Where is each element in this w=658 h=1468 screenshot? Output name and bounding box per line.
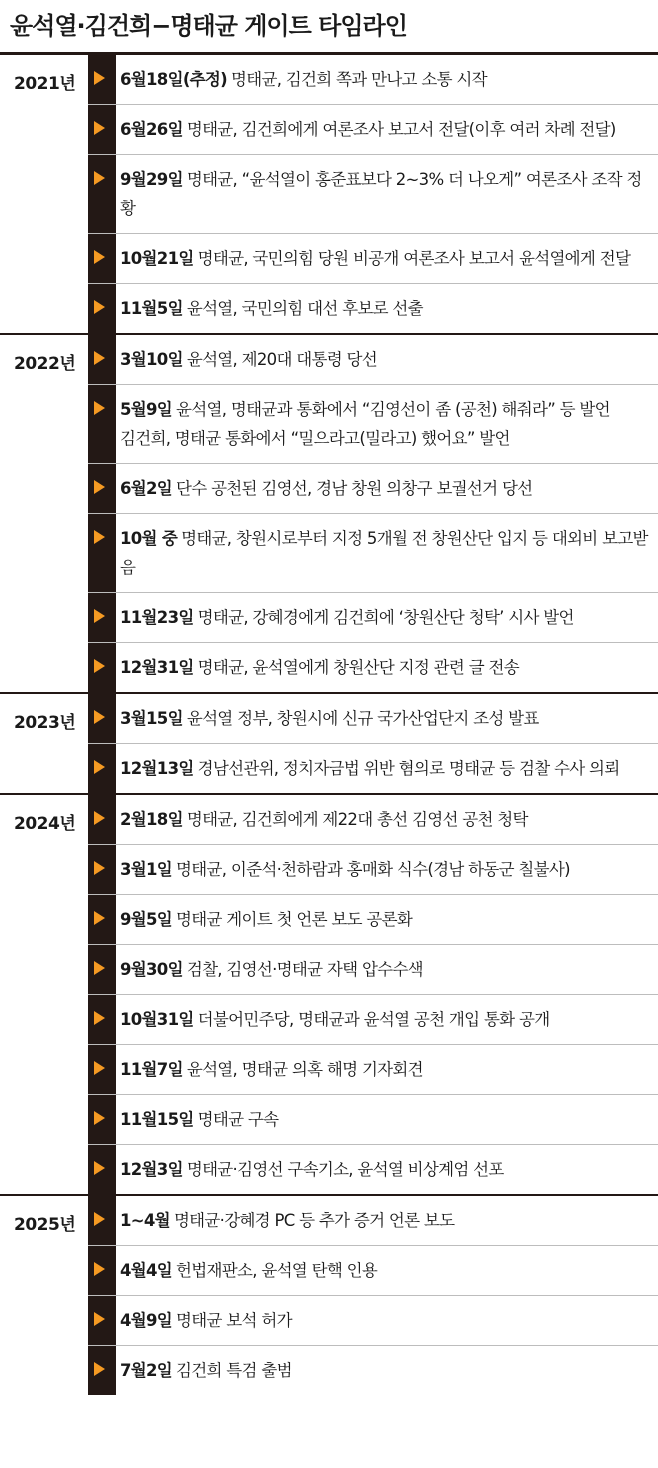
arrow-marker-icon — [94, 1362, 105, 1376]
arrow-marker-icon — [94, 250, 105, 264]
event-text — [120, 65, 648, 94]
event-description: 더불어민주당, 명태균과 윤석열 공천 개입 통화 공개 — [197, 1010, 550, 1029]
arrow-marker-icon — [94, 480, 105, 494]
event-text — [120, 754, 648, 783]
timeline-event — [88, 845, 658, 895]
event-description: 명태균, 김건희에게 여론조사 보고서 전달(이후 여러 차례 전달) — [186, 120, 616, 139]
year-label: 2022년 — [14, 354, 76, 374]
event-date: 9월29일 — [120, 170, 183, 189]
arrow-marker-icon — [94, 71, 105, 85]
arrow-marker-icon — [94, 121, 105, 135]
timeline-event — [88, 995, 658, 1045]
event-description: 명태균, 강혜경에게 김건희에 ‘창원산단 청탁’ 시사 발언 — [197, 608, 574, 627]
arrow-marker-icon — [94, 609, 105, 623]
event-date: 9월5일 — [120, 910, 173, 929]
event-description: 명태균 구속 — [197, 1110, 279, 1129]
arrow-marker-icon — [94, 1262, 105, 1276]
timeline-event — [88, 514, 658, 593]
year-label: 2021년 — [14, 74, 76, 94]
timeline-event — [88, 55, 658, 105]
event-date: 4월4일 — [120, 1261, 173, 1280]
event-text — [120, 474, 648, 503]
arrow-marker-icon — [94, 1061, 105, 1075]
event-list — [88, 694, 658, 793]
timeline-event — [88, 1145, 658, 1194]
event-date: 10월 중 — [120, 529, 178, 548]
year-block — [0, 795, 658, 1196]
event-date: 11월15일 — [120, 1110, 194, 1129]
timeline-event — [88, 464, 658, 514]
event-description: 경남선관위, 정치자금법 위반 혐의로 명태균 등 검찰 수사 의뢰 — [197, 759, 620, 778]
timeline — [0, 55, 658, 1395]
event-description: 명태균, “윤석열이 홍준표보다 2∼3% 더 나오게” 여론조사 조작 정황 — [120, 170, 642, 218]
event-text — [120, 905, 648, 934]
event-description: 윤석열, 명태균 의혹 해명 기자회견 — [186, 1060, 423, 1079]
event-description: 헌법재판소, 윤석열 탄핵 인용 — [176, 1261, 378, 1280]
arrow-marker-icon — [94, 760, 105, 774]
event-list — [88, 795, 658, 1194]
page-title: 윤석열·김건희−명태균 게이트 타임라인 — [10, 12, 407, 40]
year-block — [0, 1196, 658, 1395]
event-list — [88, 55, 658, 333]
event-description: 명태균 게이트 첫 언론 보도 공론화 — [176, 910, 413, 929]
event-text — [120, 855, 648, 884]
event-description: 윤석열, 제20대 대통령 당선 — [186, 350, 377, 369]
timeline-event — [88, 643, 658, 692]
event-text — [120, 955, 648, 984]
arrow-marker-icon — [94, 710, 105, 724]
event-date: 4월9일 — [120, 1311, 173, 1330]
timeline-event — [88, 234, 658, 284]
event-date: 11월23일 — [120, 608, 194, 627]
timeline-event — [88, 593, 658, 643]
timeline-event — [88, 105, 658, 155]
event-text — [120, 395, 648, 424]
event-text — [120, 1256, 648, 1285]
year-label: 2024년 — [14, 814, 76, 834]
event-date: 12월13일 — [120, 759, 194, 778]
timeline-event — [88, 1095, 658, 1145]
event-date: 12월31일 — [120, 658, 194, 677]
event-text — [120, 653, 648, 682]
event-text — [120, 345, 648, 374]
timeline-event — [88, 795, 658, 845]
arrow-marker-icon — [94, 401, 105, 415]
arrow-marker-icon — [94, 1111, 105, 1125]
event-extra-line: 김건희, 명태균 통화에서 “밀으라고(밀라고) 했어요” 발언 — [120, 429, 510, 448]
arrow-marker-icon — [94, 811, 105, 825]
arrow-marker-icon — [94, 861, 105, 875]
arrow-marker-icon — [94, 351, 105, 365]
arrow-marker-icon — [94, 659, 105, 673]
event-description: 명태균·김영선 구속기소, 윤석열 비상계엄 선포 — [186, 1160, 504, 1179]
event-date: 2월18일 — [120, 810, 183, 829]
timeline-event — [88, 744, 658, 793]
event-text — [120, 165, 648, 223]
event-text — [120, 294, 648, 323]
year-block — [0, 694, 658, 795]
event-description: 명태균·강혜경 PC 등 추가 증거 언론 보도 — [173, 1211, 455, 1230]
event-text — [120, 1155, 648, 1184]
event-date: 11월5일 — [120, 299, 183, 318]
timeline-event — [88, 155, 658, 234]
event-date: 10월21일 — [120, 249, 194, 268]
event-description: 윤석열, 국민의힘 대선 후보로 선출 — [186, 299, 423, 318]
arrow-marker-icon — [94, 1312, 105, 1326]
event-description: 검찰, 김영선·명태균 자택 압수수색 — [186, 960, 423, 979]
event-text — [120, 524, 648, 582]
year-label: 2023년 — [14, 713, 76, 733]
event-date: 12월3일 — [120, 1160, 183, 1179]
event-description: 명태균, 창원시로부터 지정 5개월 전 창원산단 입지 등 대외비 보고받음 — [120, 529, 648, 577]
arrow-marker-icon — [94, 911, 105, 925]
event-text — [120, 704, 648, 733]
year-block — [0, 55, 658, 335]
timeline-event — [88, 284, 658, 333]
timeline-event — [88, 1196, 658, 1246]
event-date: 3월15일 — [120, 709, 183, 728]
timeline-event — [88, 945, 658, 995]
event-text — [120, 1005, 648, 1034]
event-description: 윤석열 정부, 창원시에 신규 국가산업단지 조성 발표 — [186, 709, 539, 728]
event-description: 명태균, 이준석·천하람과 홍매화 식수(경남 하동군 칠불사) — [176, 860, 570, 879]
arrow-marker-icon — [94, 1212, 105, 1226]
event-text — [120, 603, 648, 632]
event-text — [120, 115, 648, 144]
event-date: 1∼4월 — [120, 1211, 170, 1230]
event-description: 명태균, 국민의힘 당원 비공개 여론조사 보고서 윤석열에게 전달 — [197, 249, 631, 268]
event-date: 5월9일 — [120, 400, 173, 419]
arrow-marker-icon — [94, 961, 105, 975]
event-text — [120, 1105, 648, 1134]
timeline-event — [88, 895, 658, 945]
event-description: 명태균, 윤석열에게 창원산단 지정 관련 글 전송 — [197, 658, 519, 677]
event-description: 윤석열, 명태균과 통화에서 “김영선이 좀 (공천) 해줘라” 등 발언 — [176, 400, 610, 419]
arrow-marker-icon — [94, 530, 105, 544]
timeline-event — [88, 694, 658, 744]
event-description: 김건희 특검 출범 — [176, 1361, 292, 1380]
event-description: 단수 공천된 김영선, 경남 창원 의창구 보궐선거 당선 — [176, 479, 533, 498]
event-description: 명태균 보석 허가 — [176, 1311, 292, 1330]
timeline-event — [88, 335, 658, 385]
event-list — [88, 335, 658, 692]
event-text — [120, 244, 648, 273]
arrow-marker-icon — [94, 171, 105, 185]
event-text — [120, 1206, 648, 1235]
timeline-event — [88, 1346, 658, 1395]
timeline-event — [88, 385, 658, 464]
event-text — [120, 1306, 648, 1335]
event-list — [88, 1196, 658, 1395]
year-block — [0, 335, 658, 694]
event-date: 6월26일 — [120, 120, 183, 139]
timeline-event — [88, 1296, 658, 1346]
year-label: 2025년 — [14, 1215, 76, 1235]
timeline-event — [88, 1045, 658, 1095]
event-description: 명태균, 김건희 쪽과 만나고 소통 시작 — [230, 70, 487, 89]
arrow-marker-icon — [94, 1161, 105, 1175]
event-text — [120, 1055, 648, 1084]
event-date: 7월2일 — [120, 1361, 173, 1380]
event-date: 10월31일 — [120, 1010, 194, 1029]
event-date: 3월10일 — [120, 350, 183, 369]
event-text — [120, 1356, 648, 1385]
event-text — [120, 805, 648, 834]
arrow-marker-icon — [94, 300, 105, 314]
event-date: 6월18일(추정) — [120, 70, 227, 89]
timeline-event — [88, 1246, 658, 1296]
event-date: 3월1일 — [120, 860, 173, 879]
event-description: 명태균, 김건희에게 제22대 총선 김영선 공천 청탁 — [186, 810, 528, 829]
event-date: 9월30일 — [120, 960, 183, 979]
arrow-marker-icon — [94, 1011, 105, 1025]
event-date: 11월7일 — [120, 1060, 183, 1079]
event-date: 6월2일 — [120, 479, 173, 498]
